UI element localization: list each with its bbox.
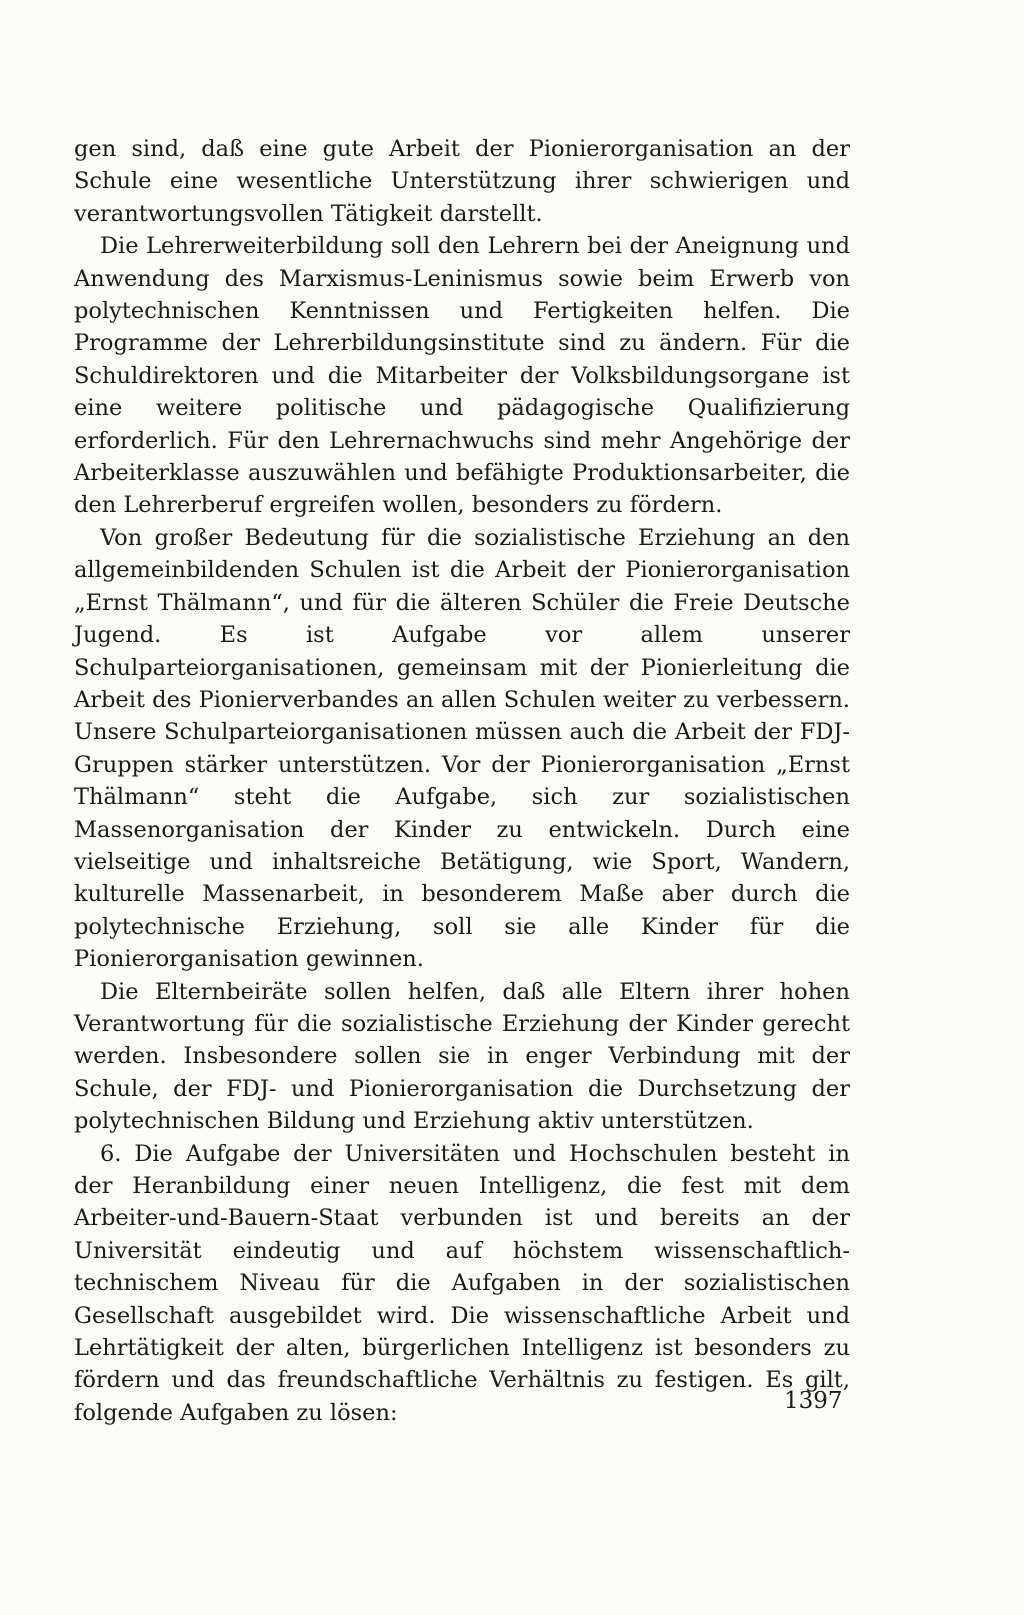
page-number: 1397 [784,1388,843,1414]
paragraph-1: gen sind, daß eine gute Arbeit der Pionierorganisation an der Schule eine wesentliche Unterstützung ihrer schwierigen und verantwortungsvollen Tätigkeit darstellt. [74,136,850,227]
body-text [74,133,850,1429]
paragraph-4: Die Elternbeiräte sollen helfen, daß alle Eltern ihrer hohen Verantwortung für die sozialistische Erziehung der Kinder gerecht werden. Insbesondere sollen sie in enger Verbindung mit der Schule, der FDJ- und Pionierorganisation die Durchsetzung der polytechnischen Bildung und Erziehung aktiv unterstützen. [74,978,850,1135]
paragraph-2: Die Lehrerweiterbildung soll den Lehrern bei der Aneignung und Anwendung des Marxismus-Leninismus sowie beim Erwerb von polytechnischen Kenntnissen und Fertigkeiten helfen. Die Programme der Lehrerbildungsinstitute sind zu ändern. Für die Schuldirektoren und die Mitarbeiter der Volksbildungsorgane ist eine weitere politische und pädagogische Qualifizierung erforderlich. Für den Lehrernachwuchs sind mehr Angehörige der Arbeiterklasse auszuwählen und befähigte Produktionsarbeiter, die den Lehrerberuf ergreifen wollen, besonders zu fördern. [74,233,850,519]
paragraph-3: Von großer Bedeutung für die sozialistische Erziehung an den allgemeinbildenden Schulen ist die Arbeit der Pionierorganisation „Ernst Thälmann“, und für die älteren Schüler die Freie Deutsche Jugend. Es ist Aufgabe vor allem unserer Schulparteiorganisationen, gemeinsam mit der Pionierleitung die Arbeit des Pionierverbandes an allen Schulen weiter zu verbessern. Unsere Schulparteiorganisationen müssen auch die Arbeit der FDJ-Gruppen stärker unterstützen. Vor der Pionierorganisation „Ernst Thälmann“ steht die Aufgabe, sich zur sozialistischen Massenorganisation der Kinder zu entwickeln. Durch eine vielseitige und inhaltsreiche Betätigung, wie Sport, Wandern, kulturelle Massenarbeit, in besonderem Maße aber durch die polytechnische Erziehung, soll sie alle Kinder für die Pionierorganisation gewinnen. [74,524,850,973]
paragraph-5: 6. Die Aufgabe der Universitäten und Hochschulen besteht in der Heranbildung einer neuen Intelligenz, die fest mit dem Arbeiter-und-Bauern-Staat verbunden ist und bereits an der Universität eindeutig und auf höchstem wissenschaftlich-technischem Niveau für die Aufgaben in der sozialistischen Gesellschaft ausgebildet wird. Die wissenschaftliche Arbeit und Lehrtätigkeit der alten, bürgerlichen Intelligenz ist besonders zu fördern und das freundschaftliche Verhältnis zu festigen. Es gilt, folgende Aufgaben zu lösen: [74,1140,850,1426]
